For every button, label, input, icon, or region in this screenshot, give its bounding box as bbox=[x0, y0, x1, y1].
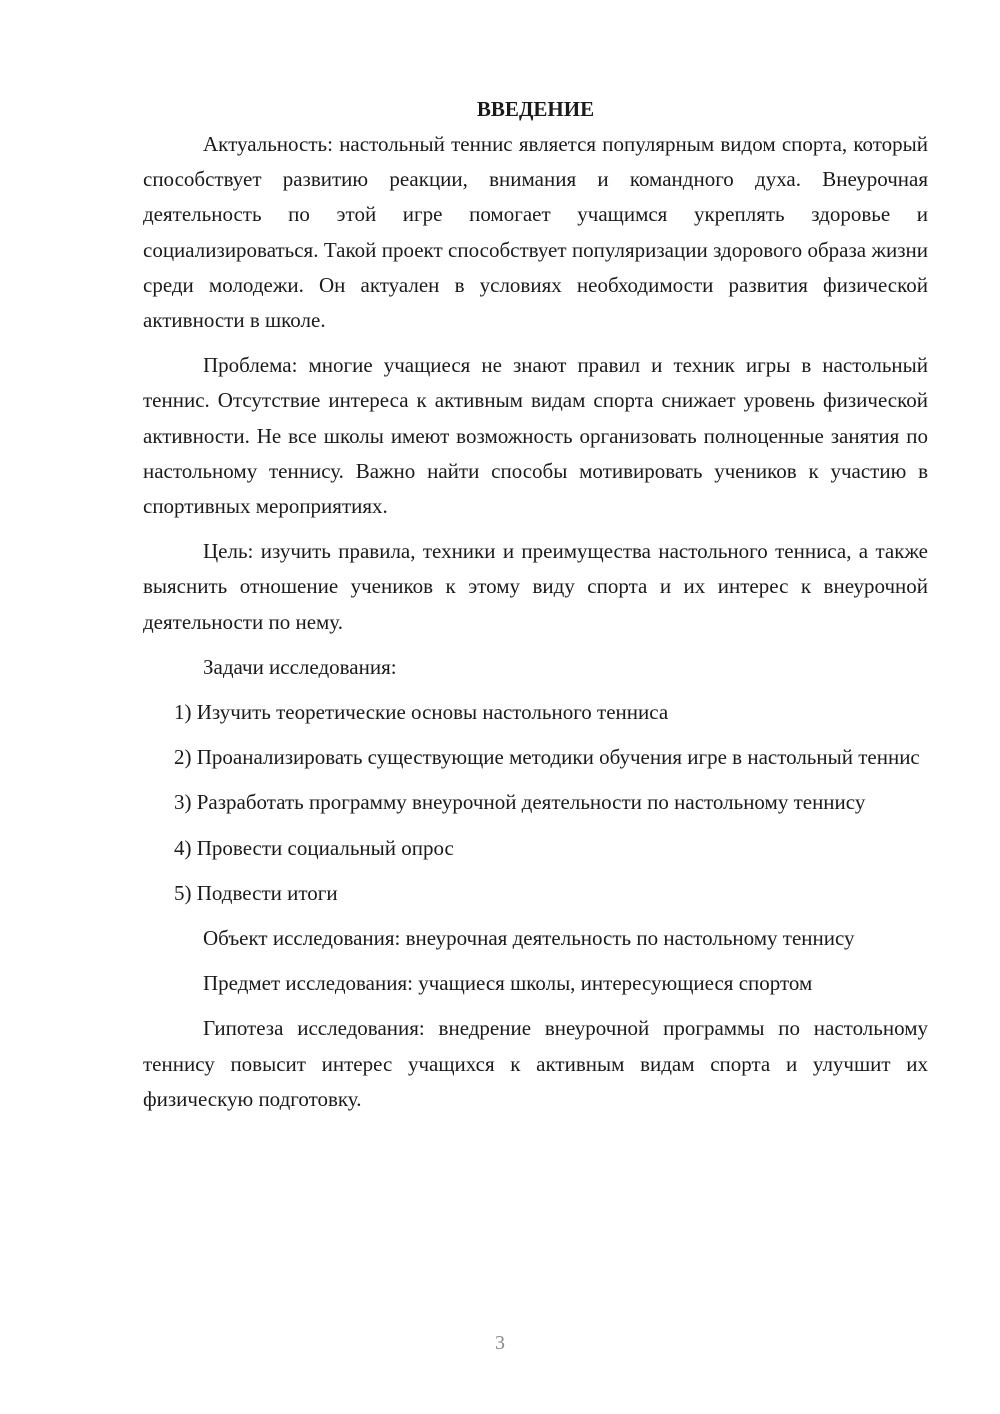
object-paragraph: Объект исследования: внеурочная деятельность по настольному теннису bbox=[203, 926, 855, 951]
task-item-4: 4) Провести социальный опрос bbox=[174, 835, 454, 860]
tasks-title: Задачи исследования: bbox=[203, 654, 397, 679]
subject-paragraph: Предмет исследования: учащиеся школы, интересующиеся спортом bbox=[203, 971, 813, 996]
problem-paragraph: Проблема: многие учащиеся не знают правил и техник игры в настольный теннис. Отсутствие интереса к активным видам спорта снижает уровень физической активности. Не все школы имеют возможность организовать полноценные занятия по настольному теннису. Важно найти способы мотивировать учеников к участию в спортивных мероприятиях. bbox=[143, 353, 928, 519]
section-heading: ВВЕДЕНИЕ bbox=[476, 97, 595, 121]
task-item-2: 2) Проанализировать существующие методики обучения игре в настольный теннис bbox=[174, 745, 920, 770]
relevance-paragraph: Актуальность: настольный теннис является популярным видом спорта, который способствует развитию реакции, внимания и командного духа. Внеурочная деятельность по этой игре помогает учащимся укреплять здоровье и социализироваться. Такой проект способствует популяризации здорового образа жизни среди молодежи. Он актуален в условиях необходимости развития физической активности в школе. bbox=[143, 132, 928, 333]
goal-paragraph: Цель: изучить правила, техники и преимущества настольного тенниса, а также выяснить отношение учеников к этому виду спорта и их интерес к внеурочной деятельности по нему. bbox=[143, 539, 928, 634]
document-page bbox=[143, 92, 928, 1117]
page-number: 3 bbox=[495, 1332, 505, 1354]
task-item-5: 5) Подвести итоги bbox=[174, 880, 338, 905]
hypothesis-paragraph: Гипотеза исследования: внедрение внеурочной программы по настольному теннису повысит интерес учащихся к активным видам спорта и улучшит их физическую подготовку. bbox=[143, 1016, 928, 1111]
task-item-3: 3) Разработать программу внеурочной деятельности по настольному теннису bbox=[174, 790, 866, 815]
task-item-1: 1) Изучить теоретические основы настольного тенниса bbox=[174, 700, 669, 725]
